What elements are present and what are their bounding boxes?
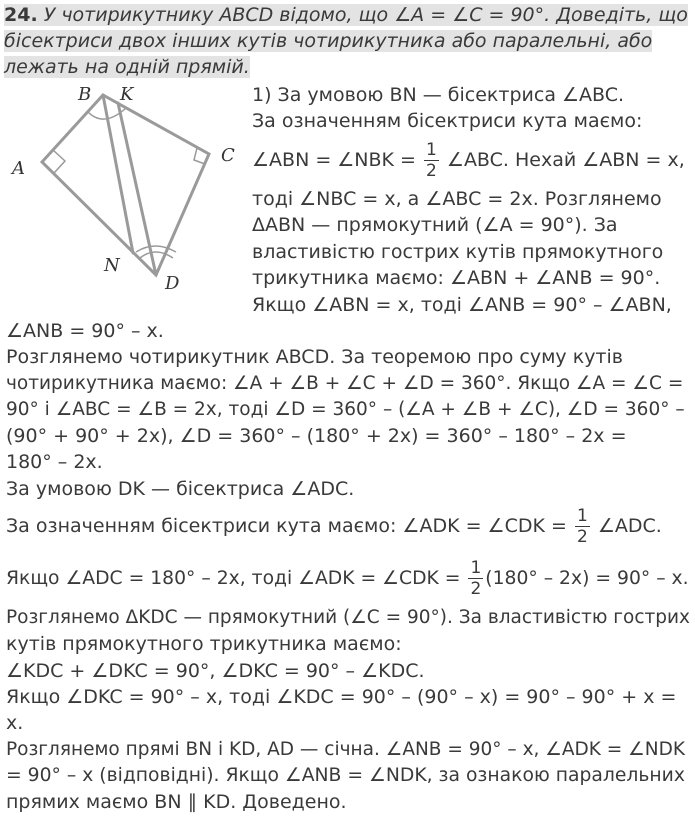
line-16-text-b: ∠ADC. — [597, 515, 662, 537]
label-d: D — [165, 273, 180, 294]
solution-line-19: кутів прямокутного трикутника маємо: — [6, 633, 402, 655]
solution-line-3 — [252, 138, 685, 182]
solution-line-13: (90° + 90° + 2x), ∠D = 360° – (180° + 2x) = 360° – 180° – 2x = — [6, 425, 627, 447]
line-3-text-b: ∠ABC. Нехай ∠ABN = x, — [446, 149, 685, 171]
fraction-one-half-1 — [424, 140, 439, 181]
problem-statement — [4, 2, 690, 80]
solution-line-15: За умовою DK — бісектриса ∠ADC. — [6, 478, 355, 500]
solution-line-18: Розглянемо ΔKDC — прямокутний (∠C = 90°). За властивістю гострих — [6, 607, 691, 628]
fraction-one-half-2 — [575, 506, 590, 547]
quadrilateral-figure — [8, 80, 248, 295]
solution-line-11: чотирикутника маємо: ∠A + ∠B + ∠C + ∠D = 360°. Якщо ∠A = ∠C = — [6, 373, 684, 394]
solution-line-2: За означенням бісектриси кута маємо: — [252, 110, 643, 132]
solution-line-4: тоді ∠NBC = x, а ∠ABC = 2x. Розглянемо — [252, 188, 662, 210]
fraction-denominator: 2 — [470, 579, 482, 599]
line-16-text-a: За означенням бісектриси кута маємо: ∠ADK = ∠CDK = — [6, 515, 567, 537]
solution-line-12: 90° і ∠ABC = ∠B = 2x, тоді ∠D = 360° – (∠A + ∠B + ∠C), ∠D = 360° – — [6, 399, 685, 420]
angle-arc-d — [140, 252, 173, 258]
solution-line-17 — [6, 555, 689, 603]
label-k: K — [120, 84, 134, 105]
label-n: N — [104, 255, 120, 276]
solution-line-24: = 90° – x (відповідні). Якщо ∠ANB = ∠NDK, за ознакою паралельних — [6, 765, 685, 786]
bisector-dk — [118, 103, 156, 275]
angle-arc-d-2 — [136, 246, 176, 252]
quadrilateral-abcd — [42, 95, 209, 275]
label-c: C — [221, 145, 235, 166]
fraction-denominator: 2 — [426, 161, 437, 181]
solution-line-16 — [6, 502, 662, 550]
solution-line-22: x. — [6, 712, 24, 734]
solution-line-9: ∠ANB = 90° – x. — [6, 320, 164, 342]
label-b: B — [78, 84, 92, 105]
solution-line-6: властивістю гострих кутів прямокутного — [252, 241, 664, 263]
solution-line-10: Розглянемо чотирикутник ABCD. За теоремою про суму кутів — [6, 346, 623, 368]
line-17-text-a: Якщо ∠ADC = 180° – 2x, тоді ∠ADK = ∠CDK = — [6, 568, 461, 589]
solution-line-14: 180° – 2x. — [6, 451, 103, 473]
solution-line-7: трикутника маємо: ∠ABN + ∠ANB = 90°. — [252, 267, 661, 289]
solution-line-5: ΔABN — прямокутний (∠A = 90°). За — [252, 214, 618, 236]
problem-line-3: лежать на одній прямій. — [4, 56, 250, 78]
fraction-numerator: 1 — [426, 140, 437, 160]
fraction-one-half-3 — [468, 558, 483, 599]
line-17-text-b: (180° – 2x) = 90° – x. — [485, 568, 689, 589]
solution-line-25: прямих маємо BN ∥ KD. Доведено. — [6, 791, 347, 813]
solution-line-1: 1) За умовою BN — бісектриса ∠ABC. — [252, 84, 625, 106]
solution-line-23: Розглянемо прямі BN і KD, AD — січна. ∠ANB = 90° – x, ∠ADK = ∠NDK — [6, 739, 685, 760]
fraction-numerator: 1 — [576, 506, 588, 526]
line-3-text-a: ∠ABN = ∠NBK = — [252, 149, 416, 171]
problem-number: 24. — [4, 4, 38, 26]
solution-line-8: Якщо ∠ABN = x, тоді ∠ANB = 90° – ∠ABN, — [252, 294, 672, 316]
problem-line-1: У чотирикутнику ABCD відомо, що ∠A = ∠C = 90°. Доведіть, що — [43, 4, 688, 26]
problem-line-2: бісектриси двох інших кутів чотирикутника або паралельні, або — [4, 30, 653, 52]
problem-highlight-1 — [4, 4, 688, 26]
solution-line-20: ∠KDC + ∠DKC = 90°, ∠DKC = 90° – ∠KDC. — [6, 660, 425, 682]
right-angle-mark-a — [53, 150, 65, 173]
label-a: A — [12, 158, 25, 179]
fraction-denominator: 2 — [576, 527, 588, 547]
fraction-numerator: 1 — [470, 558, 482, 578]
solution-line-21: Якщо ∠DKC = 90° – x, тоді ∠KDC = 90° – (90° – x) = 90° – 90° + x = — [6, 686, 677, 708]
